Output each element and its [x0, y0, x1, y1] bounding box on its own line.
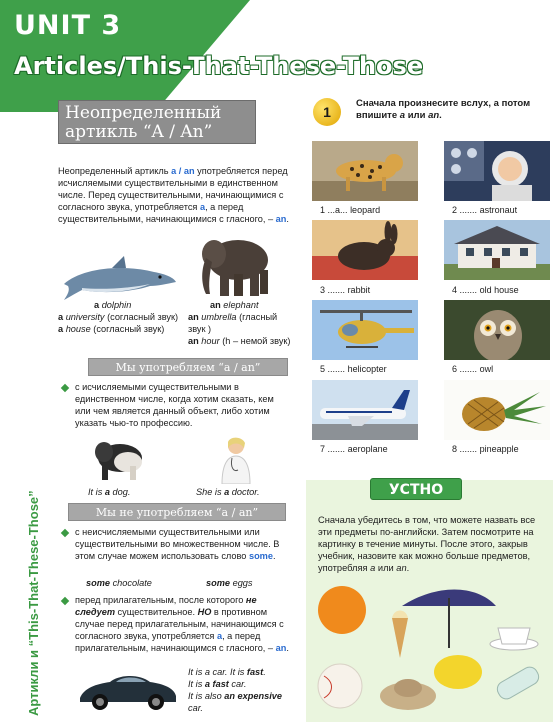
lemon-icon: [434, 655, 482, 689]
we-dont-use-bar: Мы не употребляем “a / an”: [68, 503, 286, 521]
use-rule-text: с исчисляемыми существительными в единственном числе, когда хотим сказать, кем или чем является данный объект, либо хотим указать чью-то профессию.: [75, 382, 274, 428]
example-a-dolphin: a dolphin: [94, 300, 132, 310]
elephant-image: [198, 232, 274, 300]
caption-dog: It is a dog.: [88, 487, 131, 497]
car-line-2: It is a fast car.: [188, 679, 247, 689]
dolphin-image: [62, 254, 178, 302]
astronaut-image: [444, 141, 550, 201]
item-4: 4 ....... old house: [452, 285, 519, 295]
item-3: 3 ....... rabbit: [320, 285, 371, 295]
leopard-image: [312, 141, 418, 201]
baseball-icon: [318, 664, 362, 708]
rabbit-image: [312, 220, 418, 280]
we-use-bar: Мы употребляем “a / an”: [88, 358, 288, 376]
example-an-hour: an hour (h – немой звук): [188, 336, 291, 346]
side-title: Артикли и “This-That-These-Those”: [26, 490, 41, 716]
item-7: 7 ....... aeroplane: [320, 444, 388, 454]
unit-number: UNIT 3: [14, 10, 122, 41]
dog-image: [92, 438, 146, 482]
car-image: [76, 668, 180, 712]
car-line-3: It is also an expensive car.: [188, 691, 282, 713]
heading-line-1: Неопределенный: [65, 103, 222, 123]
example-a-house: a house (согласный звук): [58, 324, 165, 334]
heading-line-2: артикль “A / An”: [65, 122, 213, 142]
example-a-university: a university (согласный звук): [58, 312, 179, 322]
item-5: 5 ....... helicopter: [320, 364, 387, 374]
some-example-chocolate: some chocolate: [86, 578, 152, 588]
car-sentences: [188, 666, 292, 714]
bottle-icon: [494, 664, 541, 702]
examples-left: [58, 299, 182, 335]
section-heading: [58, 100, 256, 144]
example-an-umbrella: an umbrella (гласный звук ): [188, 312, 278, 334]
old-house-image: [444, 220, 550, 280]
orange-icon: [318, 586, 366, 634]
exercise-instruction: Сначала произнесите вслух, а потом впишите a или an.: [356, 98, 531, 121]
car-line-1: It is a car. It is fast.: [188, 667, 266, 677]
bullet-icon: [61, 529, 69, 537]
bullet-icon: [61, 597, 69, 605]
example-an-elephant: an elephant: [210, 300, 259, 310]
item-2: 2 ....... astronaut: [452, 205, 518, 215]
aeroplane-image: [312, 380, 418, 440]
item-6: 6 ....... owl: [452, 364, 494, 374]
objects-illustration: [306, 578, 553, 722]
bullet-icon: [61, 384, 69, 392]
doctor-image: [218, 436, 254, 484]
some-example-eggs: some eggs: [206, 578, 253, 588]
no-use-rule-2: перед прилагательным, после которого не следует существительное. НО в противном случае перед прилагательным, начинающимся с согласного звука, употребляется a, а перед прилагательным, начинающимся с гласного, – an.: [75, 595, 289, 653]
intro-text: Неопределенный артикль a / an употребляется перед исчисляемыми существительными в единственном числе. Перед существительными, начинающимися с согласного звука, употребляется a, а перед существительными, начинающимися с гласного, – an.: [58, 166, 289, 224]
examples-right: [188, 299, 292, 347]
exercise-number: 1: [313, 98, 341, 126]
item-8: 8 ....... pineapple: [452, 444, 519, 454]
owl-image: [444, 300, 550, 360]
item-1: 1 ...a... leopard: [320, 205, 381, 215]
caption-doctor: She is a doctor.: [196, 487, 260, 497]
ice-cream-icon: [392, 611, 408, 619]
no-use-rule-1: с неисчисляемыми существительными или существительными во множественном числе. В этом случае можем использовать слово some.: [75, 527, 280, 561]
oral-instruction: Сначала убедитесь в том, что можете назвать все эти предметы по-английски. Затем посмотрите на картинку в течение минуты. После этого, закрыв учебник, назовите как можно больше предметов, употребляя a или an.: [318, 515, 536, 573]
helicopter-image: [312, 300, 418, 360]
oral-label: УСТНО: [370, 478, 462, 500]
page-title: Articles/This-That-These-Those: [14, 52, 424, 80]
pineapple-image: [444, 380, 550, 440]
